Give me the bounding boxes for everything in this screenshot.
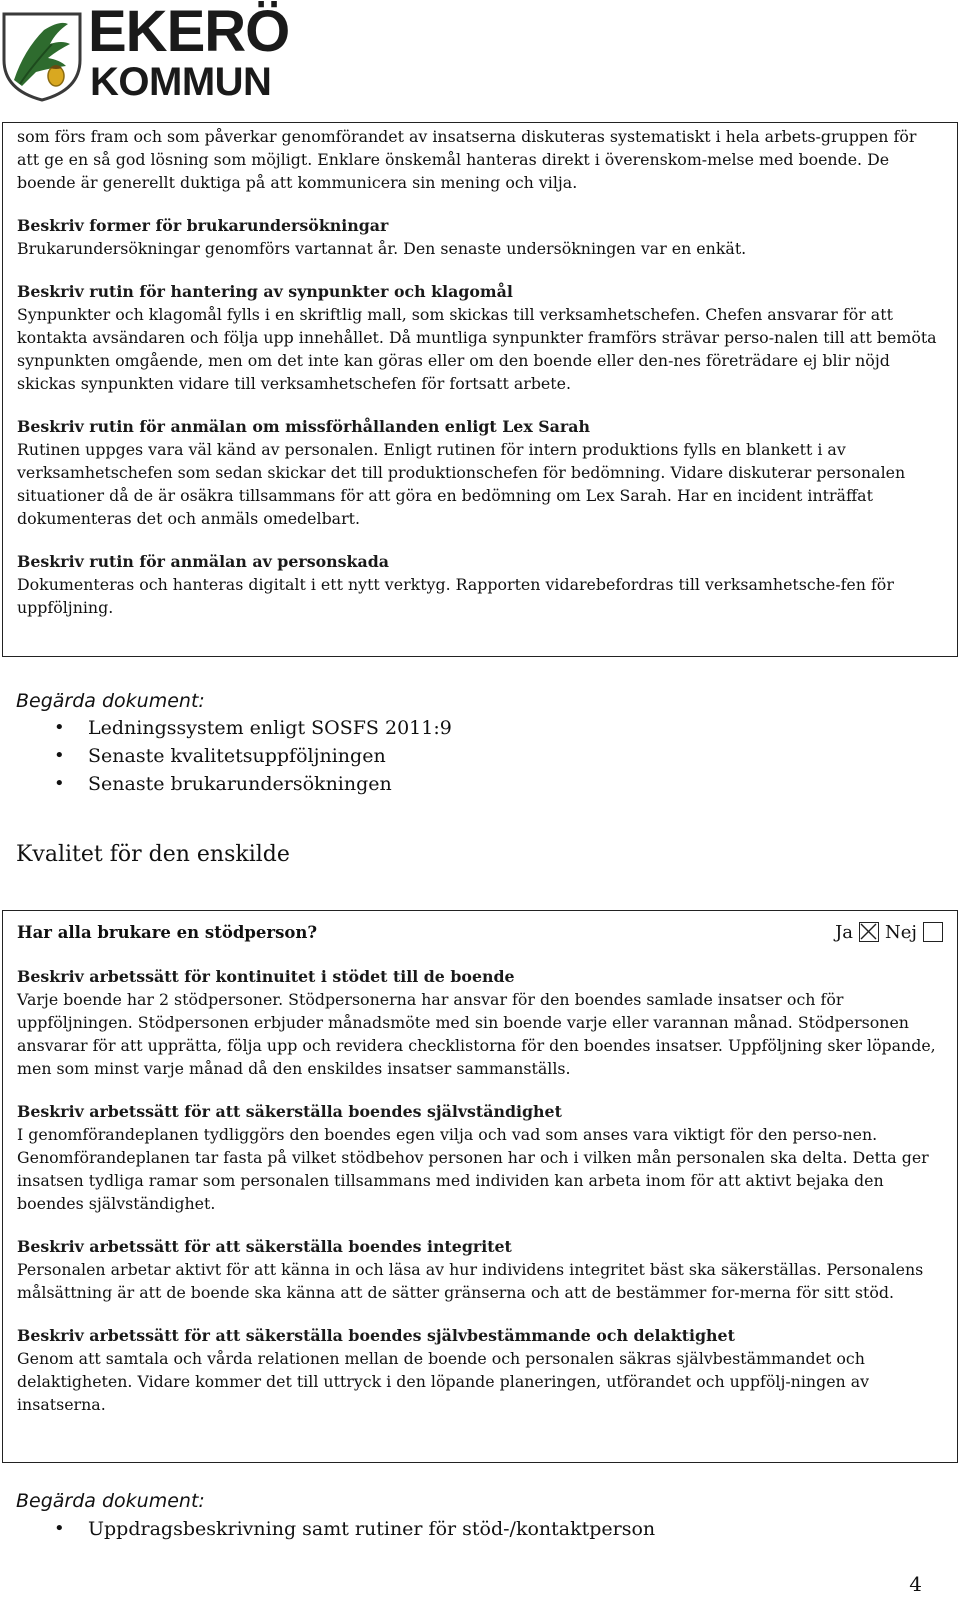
section-title: Kvalitet för den enskilde xyxy=(16,842,290,867)
municipality-logo xyxy=(0,0,290,110)
support-person-question: Har alla brukare en stödperson? xyxy=(17,922,318,942)
text-user-surveys: Brukarundersökningar genomförs vartannat år. Den senaste undersökningen var en enkät. xyxy=(17,239,747,258)
list-item: • Senaste kvalitetsuppföljningen xyxy=(16,742,452,770)
no-checkbox[interactable] xyxy=(923,922,943,942)
heading-self-determination: Beskriv arbetssätt för att säkerställa boendes självbestämmande och delaktighet xyxy=(17,1326,735,1345)
heading-user-surveys: Beskriv former för brukarundersökningar xyxy=(17,216,389,235)
text-personal-injury: Dokumenteras och hanteras digitalt i ett nytt verktyg. Rapporten vidarebefordras till verksamhetsche-fen för uppföljning. xyxy=(17,575,894,617)
heading-personal-injury: Beskriv rutin för anmälan av personskada xyxy=(17,552,389,571)
yes-label: Ja xyxy=(835,921,854,943)
heading-complaints: Beskriv rutin för hantering av synpunkter och klagomål xyxy=(17,282,513,301)
coat-of-arms-icon xyxy=(0,10,84,102)
routines-box xyxy=(2,122,958,657)
requested-documents-list xyxy=(16,714,452,798)
text-lex-sarah: Rutinen uppges vara väl känd av personalen. Enligt rutinen för intern produktions fylls en blankett i av verksamhetschefen som sedan skickar det till produktionschefen för bedömning. Vidare diskuterar personalen situationer då de är osäkra tillsammans för att göra en bedömning om Lex Sarah. Har en incident inträffat dokumenteras det och anmäls omedelbart. xyxy=(17,440,906,528)
heading-continuity: Beskriv arbetssätt för kontinuitet i stödet till de boende xyxy=(17,967,515,986)
support-person-question-row xyxy=(17,919,943,945)
requested-documents-list-2 xyxy=(16,1515,655,1543)
list-item: • Uppdragsbeskrivning samt rutiner för stöd-/kontaktperson xyxy=(16,1515,655,1543)
individual-quality-box xyxy=(2,910,958,1463)
yes-checkbox[interactable] xyxy=(859,922,879,942)
text-self-determination: Genom att samtala och vårda relationen mellan de boende och personalen säkras självbestämmandet och delaktigheten. Vidare kommer det till uttryck i den löpande planeringen, utförandet och uppfölj-ningen av insatserna. xyxy=(17,1349,870,1414)
heading-lex-sarah: Beskriv rutin för anmälan om missförhållanden enligt Lex Sarah xyxy=(17,417,590,436)
requested-documents-label-2: Begärda dokument: xyxy=(16,1490,205,1512)
yes-no-options xyxy=(835,922,943,943)
text-complaints: Synpunkter och klagomål fylls i en skriftlig mall, som skickas till verksamhetschefen. Chefen ansvarar för att kontakta avsändaren och följa upp innehållet. Då muntliga synpunkter framförs strävar perso-nalen till att bemöta synpunkten omgående, men om det inte kan göras eller om den boende eller den-nes företrädare ej blir nöjd skickas synpunkten vidare till verksamhetschefen för fortsatt arbete. xyxy=(17,305,937,393)
logo-line-2: KOMMUN xyxy=(90,60,272,104)
requested-documents-label: Begärda dokument: xyxy=(16,690,205,712)
page-number: 4 xyxy=(909,1572,922,1596)
heading-integrity: Beskriv arbetssätt för att säkerställa boendes integritet xyxy=(17,1237,512,1256)
text-independence: I genomförandeplanen tydliggörs den boendes egen vilja och vad som anses vara viktigt för den perso-nen. Genomförandeplanen tar fasta på vilket stödbehov personen har och i vilken mån personalen ska delta. Detta ger insatsen tydliga ramar som personalen tillsammans med individen kan arbeta inom för att aktivt bejaka den boendes självständighet. xyxy=(17,1125,929,1213)
checked-cross-icon xyxy=(860,923,877,940)
continued-paragraph: som förs fram och som påverkar genomförandet av insatserna diskuteras systematiskt i hela arbets-gruppen för att ge en så god lösning som möjligt. Enklare önskemål hanteras direkt i överenskom-melse med boende. De boende är generellt duktiga på att kommunicera sin mening och vilja. xyxy=(17,127,917,192)
list-item: • Ledningssystem enligt SOSFS 2011:9 xyxy=(16,714,452,742)
list-item: • Senaste brukarundersökningen xyxy=(16,770,452,798)
text-integrity: Personalen arbetar aktivt för att känna in och läsa av hur individens integritet bäst ska säkerställas. Personalens målsättning är att de boende ska känna att de sätter gränserna och att de bestämmer for-merna för sitt stöd. xyxy=(17,1260,924,1302)
text-continuity: Varje boende har 2 stödpersoner. Stödpersonerna har ansvar för den boendes samlade insatser och för uppföljningen. Stödpersonen erbjuder månadsmöte med sin boende varje eller varannan månad. Stödpersonen ansvarar för att upprätta, följa upp och revidera checklistorna för den boendes insatser. Uppföljning sker löpande, men som minst varje månad då den enskildes insatser sammanställs. xyxy=(17,990,936,1078)
logo-line-1: EKERÖ xyxy=(88,0,290,64)
heading-independence: Beskriv arbetssätt för att säkerställa boendes självständighet xyxy=(17,1102,562,1121)
no-label: Nej xyxy=(885,921,917,943)
